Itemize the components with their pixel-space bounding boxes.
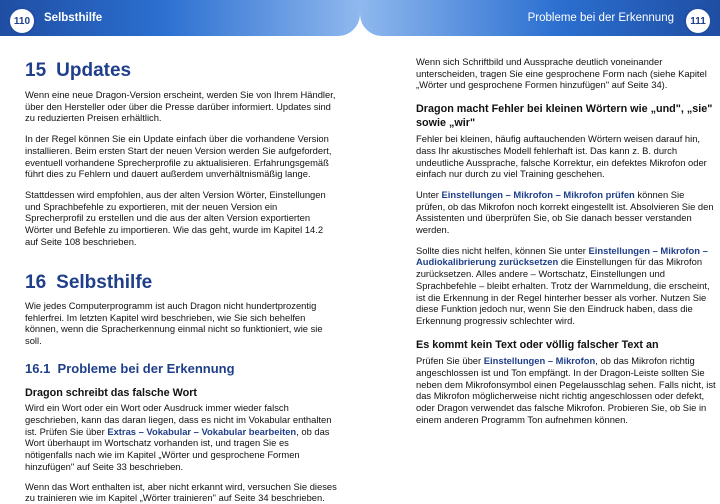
menu-path: Einstellungen – Mikrofon (483, 355, 596, 367)
subsection-heading: Dragon schreibt das falsche Wort (25, 386, 197, 399)
chapter-title: Selbsthilfe (56, 272, 153, 293)
paragraph (416, 189, 716, 236)
right-content (416, 56, 716, 425)
paragraph: Fehler bei kleinen, häufig auftauchenden Wörtern weisen darauf hin, dass Ihr akustisches Modell fehlerhaft ist. Das kann z. B. durch undeutliche Aussprache, falsche Korrektur, ein defektes Mikrofon oder einfach nur durch zu viel Training geschehen. (416, 133, 707, 180)
text: , ob das Mikrofon richtig angeschlossen ist und Ton empfängt. In der Dragon-Leiste sollten Sie neben dem Mikrofonsymbol einen Pegelausschlag sehen. Falls nicht, ist das Mikrofon möglicherweise nicht richtig angeschlossen oder defekt, oder Dragon verwendet das falsche Mikrofon. Probieren Sie, ob Sie in einem anderen Programm Ton aufnehmen können. (416, 355, 716, 425)
chapter-number: 16 (25, 272, 47, 293)
text: Wird ein Wort oder ein Wort oder Ausdruck immer wieder falsch geschrieben, kann das daran liegen, dass es nicht im Vokabular enthalten ist. Prüfen Sie über (25, 402, 332, 437)
paragraph: Wenn eine neue Dragon-Version erscheint, werden Sie von Ihrem Händler, über den Hersteller oder über die Presse darüber informiert. Updates sind zu reduzierten Preisen erhältlich. (25, 89, 336, 124)
running-head: Probleme bei der Erkennung (527, 12, 674, 24)
menu-path: Einstellungen – Mikrofon – Mikrofon prüfen (441, 188, 635, 200)
paragraph: Wenn das Wort enthalten ist, aber nicht erkannt wird, versuchen Sie dieses zu trainieren wie im Kapitel „Wörter trainieren" auf Seite 34 beschrieben. (25, 480, 337, 504)
section-title: Probleme bei der Erkennung (57, 360, 235, 376)
section-heading (25, 361, 338, 377)
subsection-heading: Es kommt kein Text oder völlig falscher Text an (416, 338, 659, 351)
chapter-16 (25, 272, 338, 504)
text: können Sie prüfen, ob das Mikrofon noch korrekt eingestellt ist. Absolvieren Sie den Assistenten und überprüfen Sie, ob Sie danach besser verstanden werden. (416, 188, 714, 236)
menu-path: Extras – Vokabular – Vokabular bearbeiten (107, 425, 297, 437)
running-head: Selbsthilfe (44, 12, 103, 24)
paragraph (25, 402, 338, 472)
text: Sollte dies nicht helfen, können Sie unter (416, 244, 586, 256)
paragraph: Wenn sich Schriftbild und Aussprache deutlich voneinander unterscheiden, tragen Sie eine gesprochene Form nach (siehe Kapitel „Wörter und gesprochene Formen hinzufügen" auf Seite 34). (416, 56, 707, 91)
text: die Einstellungen für das Mikrofon zurücksetzen. Alles andere – Wortschatz, Einstellungen und Sprachbefehle – bleibt erhalten. Trotz der Warnmeldung, die erscheint, ist die Erkennung in der Regel hinterher besser als vorher. Nutzen Sie diese Funktion jedoch nur, wenn Sie den Eindruck haben, dass die Erkennung progressiv schlechter wird. (416, 256, 710, 326)
chapter-heading (25, 60, 338, 82)
text: Prüfen Sie über (416, 355, 482, 367)
chapter-title: Updates (56, 60, 132, 81)
paragraph: Wie jedes Computerprogramm ist auch Dragon nicht hundertprozentig fehlerfrei. Im letzten Kapitel wird beschrieben, wie Sie sich behelfen können, wenn die Spracherkennung einmal nicht so funktioniert, wie sie soll. (25, 300, 323, 347)
page-number: 110 (8, 7, 36, 35)
chapter-number: 15 (25, 60, 47, 81)
paragraph: Stattdessen wird empfohlen, aus der alten Version Wörter, Einstellungen und Sprachbefehle zu exportieren, mit der neuen Version ein Sprecherprofil zu erstellen und die aus der alten Version exportierten Wörter und Befehle zu importieren. Wie das geht, wurde im Kapitel 14.2 auf Seite 108 beschrieben. (25, 188, 326, 247)
page-number: 111 (684, 7, 712, 35)
paragraph (416, 245, 716, 327)
text: Unter (416, 188, 439, 200)
subsection-heading: Dragon macht Fehler bei kleinen Wörtern wie „und", „sie" sowie „wir" (416, 103, 713, 129)
right-page (360, 0, 720, 475)
section-number: 16.1 (25, 360, 51, 376)
text: , ob das Wort überhaupt im Wortschatz vorhanden ist, und tragen Sie es nötigenfalls nach wie im Kapitel „Wörter und gesprochene Formen hinzufügen" auf Seite 33 beschrieben. (25, 425, 330, 472)
paragraph: In der Regel können Sie ein Update einfach über die vorhandene Version installieren. Beim ersten Start der neuen Version werden Sie aufgefordert, eventuell vorhandene Sprecherprofile zu aktualisieren. Erfahrungsgemäß führt dies zu Fehlern und dauert außerdem unverhältnismäßig lange. (25, 133, 332, 180)
menu-path: Einstellungen – Mikrofon – Audiokalibrierung zurücksetzen (416, 244, 708, 268)
chapter-heading (25, 272, 338, 294)
paragraph (416, 355, 716, 425)
chapter-15 (25, 60, 338, 247)
